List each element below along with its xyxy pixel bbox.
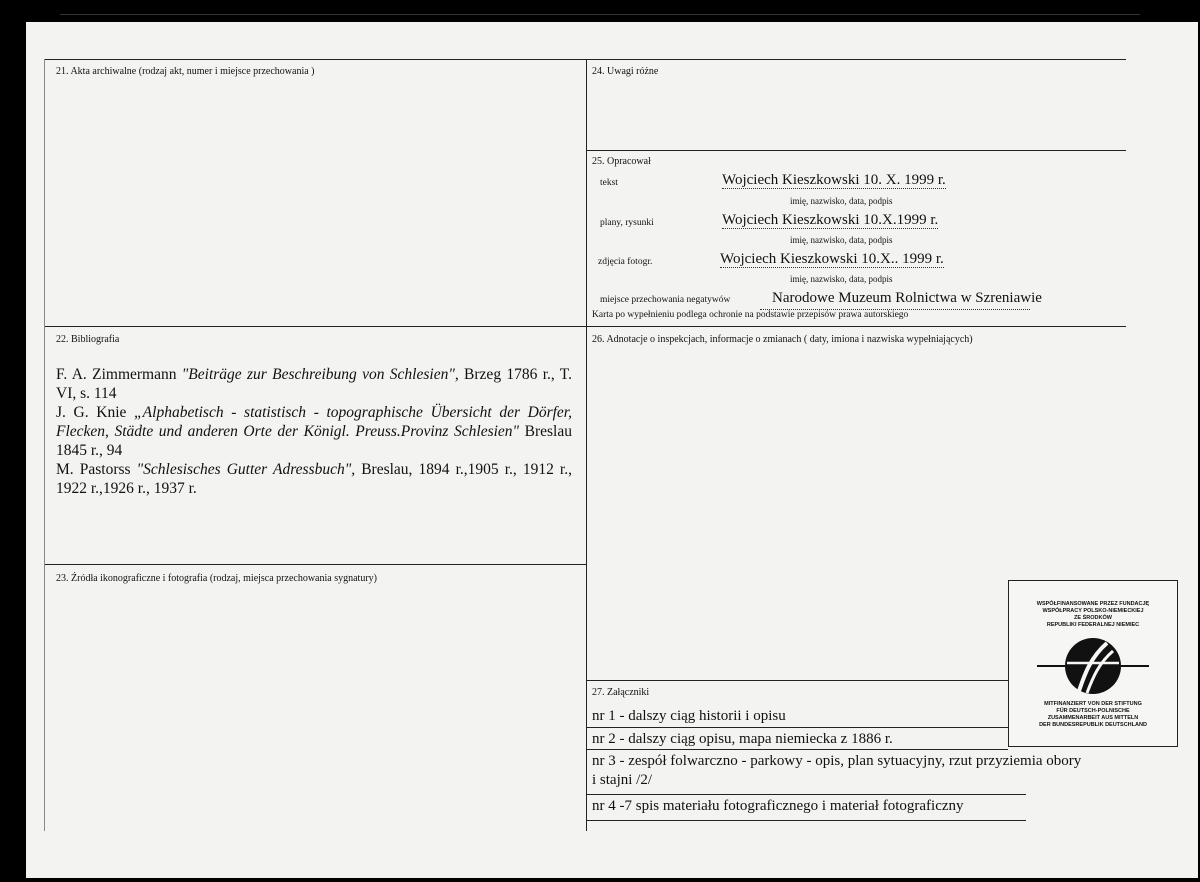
bibliography-list	[56, 365, 572, 498]
bibliography-entry: J. G. Knie „Alphabetisch - statistisch - topographische Übersicht der Dörfer, Flecken, Städte und anderen Orte der Königl. Preuss.Provinz Schlesien" Breslau 1845 r., 94	[56, 404, 572, 459]
rule-22-23	[44, 564, 586, 565]
opracowal-zdjecia-label: zdjęcia fotogr.	[598, 257, 653, 267]
foundation-emblem-icon	[1009, 633, 1177, 703]
bibliography-entry: M. Pastorss "Schlesisches Gutter Adressbuch", Breslau, 1894 r.,1905 r., 1912 r., 1922 r.,1926 r., 1937 r.	[56, 461, 572, 497]
rule-27-3	[586, 794, 1026, 795]
attachment-item: nr 1 - dalszy ciąg historii i opisu	[592, 708, 786, 724]
section-24-header: 24. Uwagi różne	[592, 66, 659, 77]
negatives-value: Narodowe Muzeum Rolnictwa w Szreniawie	[772, 290, 1042, 306]
attachment-item: nr 3 - zespół folwarczno - parkowy - opis, plan sytuacyjny, rzut przyziemia obory	[592, 753, 1082, 769]
opracowal-zdjecia-value: Wojciech Kieszkowski 10.X.. 1999 r.	[720, 251, 944, 267]
opracowal-zdjecia-hint: imię, nazwisko, data, podpis	[790, 274, 893, 284]
rule-24-25	[586, 150, 1126, 151]
section-25-header: 25. Opracował	[592, 156, 651, 167]
left-edge-line	[44, 59, 45, 831]
rule-27-1	[586, 727, 1008, 728]
negatives-label: miejsce przechowania negatywów	[600, 295, 731, 305]
attachment-item: i stajni /2/	[592, 772, 652, 788]
attachment-item: nr 2 - dalszy ciąg opisu, mapa niemiecka z 1886 r.	[592, 731, 893, 747]
section-21-header: 21. Akta archiwalne (rodzaj akt, numer i miejsce przechowania )	[56, 66, 315, 77]
section-23-header: 23. Źródła ikonograficzne i fotografia (rodzaj, miejsca przechowania sygnatury)	[56, 573, 377, 584]
rule-26-27	[586, 680, 1008, 681]
scan-top-edge	[0, 0, 1200, 24]
rule-27-2	[586, 749, 1008, 750]
center-divider	[586, 59, 587, 831]
opracowal-tekst-hint: imię, nazwisko, data, podpis	[790, 196, 893, 206]
rule-row2	[44, 326, 1126, 327]
opracowal-tekst-value: Wojciech Kieszkowski 10. X. 1999 r.	[722, 172, 946, 188]
attachment-item: nr 4 -7 spis materiału fotograficznego i materiał fotograficzny	[592, 798, 964, 814]
copyright-note: Karta po wypełnieniu podlega ochronie na podstawie przepisów prawa autorskiego	[592, 310, 909, 320]
bibliography-entry: F. A. Zimmermann "Beiträge zur Beschreibung von Schlesien", Brzeg 1786 r., T. VI, s. 114	[56, 366, 572, 402]
logo-bottom-text: MITFINANZIERT VON DER STIFTUNG FÜR DEUTSCH-POLNISCHE ZUSAMMENARBEIT AUS MITTELN DER BUNDESREPUBLIK DEUTSCHLAND	[1039, 701, 1147, 728]
section-26-header: 26. Adnotacje o inspekcjach, informacje o zmianach ( daty, imiona i nazwiska wypełniających)	[592, 334, 973, 345]
top-rule	[44, 59, 1126, 60]
logo-top-text: WSPÓŁFINANSOWANE PRZEZ FUNDACJĘ WSPÓŁPRACY POLSKO-NIEMIECKIEJ ZE ŚRODKÓW REPUBLIKI FEDERALNEJ NIEMIEC	[1036, 601, 1150, 628]
opracowal-plany-hint: imię, nazwisko, data, podpis	[790, 235, 893, 245]
section-22-header: 22. Bibliografia	[56, 334, 120, 345]
section-27-header: 27. Załączniki	[592, 687, 650, 698]
opracowal-plany-value: Wojciech Kieszkowski 10.X.1999 r.	[722, 212, 939, 228]
opracowal-plany-label: plany, rysunki	[600, 218, 654, 228]
foundation-logo-box	[1008, 580, 1178, 747]
opracowal-tekst-label: tekst	[600, 178, 618, 188]
rule-27-4	[586, 820, 1026, 821]
